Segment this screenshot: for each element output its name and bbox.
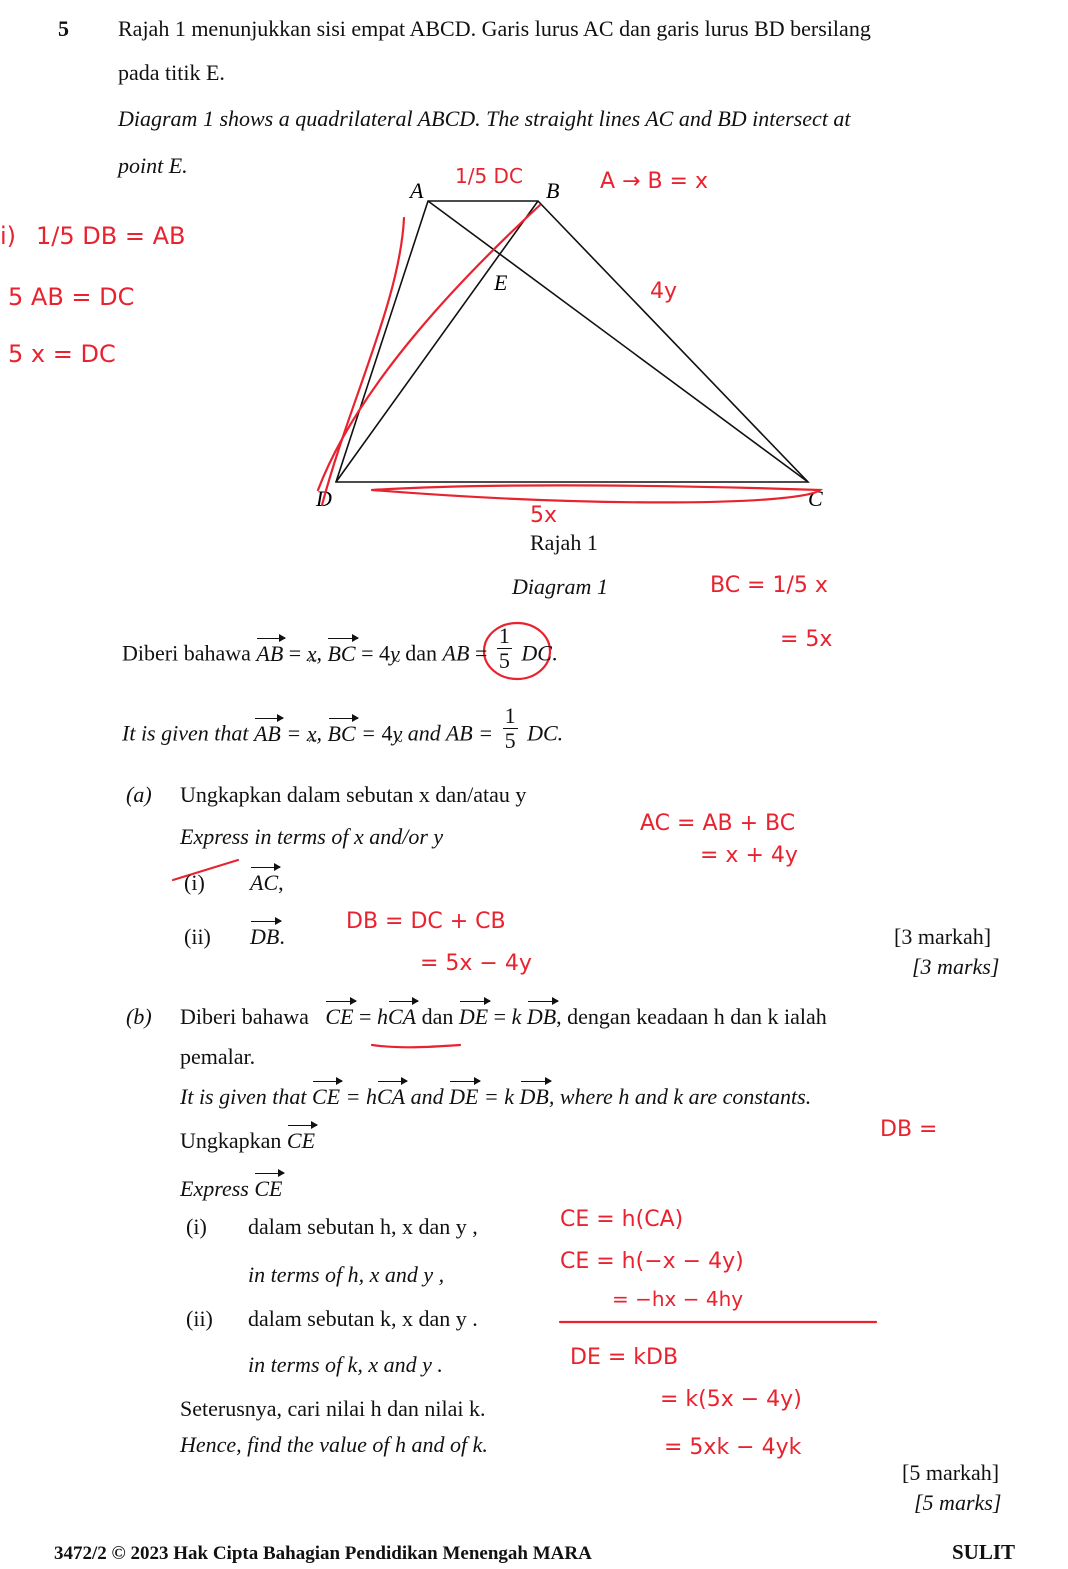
given-malay: Diberi bahawa AB = x ~, BC = 4y ~ dan AB = $\frac{1}{5}$ DC.	[122, 638, 557, 673]
part-b-ii-label: (ii)	[186, 1306, 213, 1331]
quadrilateral-outline	[336, 201, 808, 482]
ce-underline	[372, 1045, 460, 1047]
part-b-hence-malay: Seterusnya, cari nilai h dan nilai k.	[180, 1396, 486, 1421]
hw-ac-result: = x + 4y	[700, 843, 798, 868]
hw-5x-dc: 5 x = DC	[8, 340, 116, 368]
point-label-c: C	[808, 486, 823, 511]
footer-copyright: 3472/2 © 2023 Hak Cipta Bahagian Pendidikan Menengah MARA	[54, 1543, 592, 1564]
part-b-malay-line2: pemalar.	[180, 1044, 256, 1069]
part-b-i-english: in terms of h, x and y ,	[248, 1262, 445, 1287]
part-a-marks-english: [3 marks]	[912, 954, 1000, 979]
diagonal-stroke	[318, 205, 540, 490]
part-a-i-vector: AC,	[250, 870, 284, 895]
given-english-prefix: It is given that	[122, 720, 249, 746]
part-a-ii-vector: DB.	[250, 924, 285, 949]
handwriting-text	[0, 164, 937, 1460]
hw-db-sum: DB = DC + CB	[346, 909, 506, 934]
handwriting-strokes	[173, 205, 876, 1322]
part-a-marks-malay: [3 markah]	[894, 924, 992, 949]
tick-mark	[173, 860, 238, 880]
part-a-malay: Ungkapkan dalam sebutan x dan/atau y	[180, 782, 527, 807]
part-a-label: (a)	[126, 782, 152, 807]
stem-english-line1: Diagram 1 shows a quadrilateral ABCD. The straight lines AC and BD intersect at	[118, 106, 851, 131]
hw-ce-result: = −hx − 4hy	[612, 1287, 744, 1311]
diagram-caption-malay: Rajah 1	[530, 530, 598, 555]
part-b-ungkapkan: Ungkapkan CE	[180, 1128, 316, 1153]
point-label-b: B	[546, 178, 560, 203]
hw-bc-fifth: BC = 1/5 x	[710, 573, 828, 598]
hw-de-kdb: DE = kDB	[570, 1345, 679, 1370]
diagram-caption-english: Diagram 1	[512, 574, 608, 599]
coef-4: 4	[379, 640, 391, 666]
point-label-e: E	[494, 270, 508, 295]
point-label-a: A	[410, 178, 424, 203]
part-a-ii-label: (ii)	[184, 924, 211, 949]
hw-ce-expanded: CE = h(−x − 4y)	[560, 1249, 744, 1274]
vector-bc: BC	[327, 640, 356, 666]
part-b-i-malay: dalam sebutan h, x dan y ,	[248, 1214, 478, 1239]
part-b-ii-malay: dalam sebutan k, x dan y .	[248, 1306, 478, 1331]
hw-db-ab: 1/5 DB = AB	[36, 222, 186, 250]
hw-4y: 4y	[650, 279, 678, 304]
left-side-stroke	[322, 218, 404, 505]
hw-eq-5x: = 5x	[780, 627, 833, 652]
part-b-i-label: (i)	[186, 1214, 207, 1239]
part-b-express: Express CE	[180, 1176, 283, 1201]
hw-ce-hca: CE = h(CA)	[560, 1207, 684, 1232]
vector-y: y ~	[390, 643, 400, 665]
vector-x: x ~	[307, 643, 317, 665]
diagonal-bd	[336, 201, 538, 482]
hw-a-to-b: A → B = x	[600, 169, 709, 194]
stem-malay-line1: Rajah 1 menunjukkan sisi empat ABCD. Garis lurus AC dan garis lurus BD bersilang	[118, 16, 871, 41]
part-b-label: (b)	[126, 1004, 152, 1029]
hw-de-expanded: = k(5x − 4y)	[660, 1387, 802, 1412]
bottom-side-stroke	[372, 485, 820, 502]
vector-ab: AB	[256, 640, 284, 666]
part-b-english: It is given that CE = hCA and DE = k DB, where h and k are constants.	[180, 1084, 812, 1109]
part-a-i-label: (i)	[184, 870, 205, 895]
part-b-marks-english: [5 marks]	[914, 1490, 1002, 1515]
part-b-marks-malay: [5 markah]	[902, 1460, 1000, 1485]
hw-ac-sum: AC = AB + BC	[640, 811, 796, 836]
hw-db-result: = 5x − 4y	[420, 951, 532, 976]
part-a-english: Express in terms of x and/or y	[180, 824, 444, 849]
diagonal-ac	[428, 201, 808, 482]
hw-fifth-dc: 1/5 DC	[455, 164, 523, 188]
part-b-ii-english: in terms of k, x and y .	[248, 1352, 443, 1377]
hw-de-result: = 5xk − 4yk	[664, 1435, 802, 1460]
hw-i: i)	[0, 222, 17, 250]
part-b-hence-english: Hence, find the value of h and of k.	[180, 1432, 488, 1457]
part-b-malay-line1: Diberi bahawa CE = hCA dan DE = k DB, dengan keadaan h dan k ialah	[180, 1004, 827, 1029]
given-malay-prefix: Diberi bahawa	[122, 640, 251, 666]
stem-english-line2: point E.	[118, 153, 188, 178]
footer-sulit: SULIT	[952, 1540, 1016, 1564]
question-number: 5	[58, 16, 69, 41]
stem-malay-line2: pada titik E.	[118, 60, 225, 85]
ratio-rhs: DC	[521, 640, 552, 666]
hw-db-eq: DB =	[880, 1117, 938, 1142]
hw-5ab-dc: 5 AB = DC	[8, 283, 135, 311]
ratio-lhs: AB	[442, 640, 470, 666]
given-english: It is given that AB = x ~, BC = 4y ~ and AB = $\frac{1}{5}$ DC.	[122, 718, 563, 753]
and-malay: dan	[405, 640, 438, 666]
hw-5x: 5x	[530, 503, 558, 528]
point-label-d: D	[316, 486, 332, 511]
